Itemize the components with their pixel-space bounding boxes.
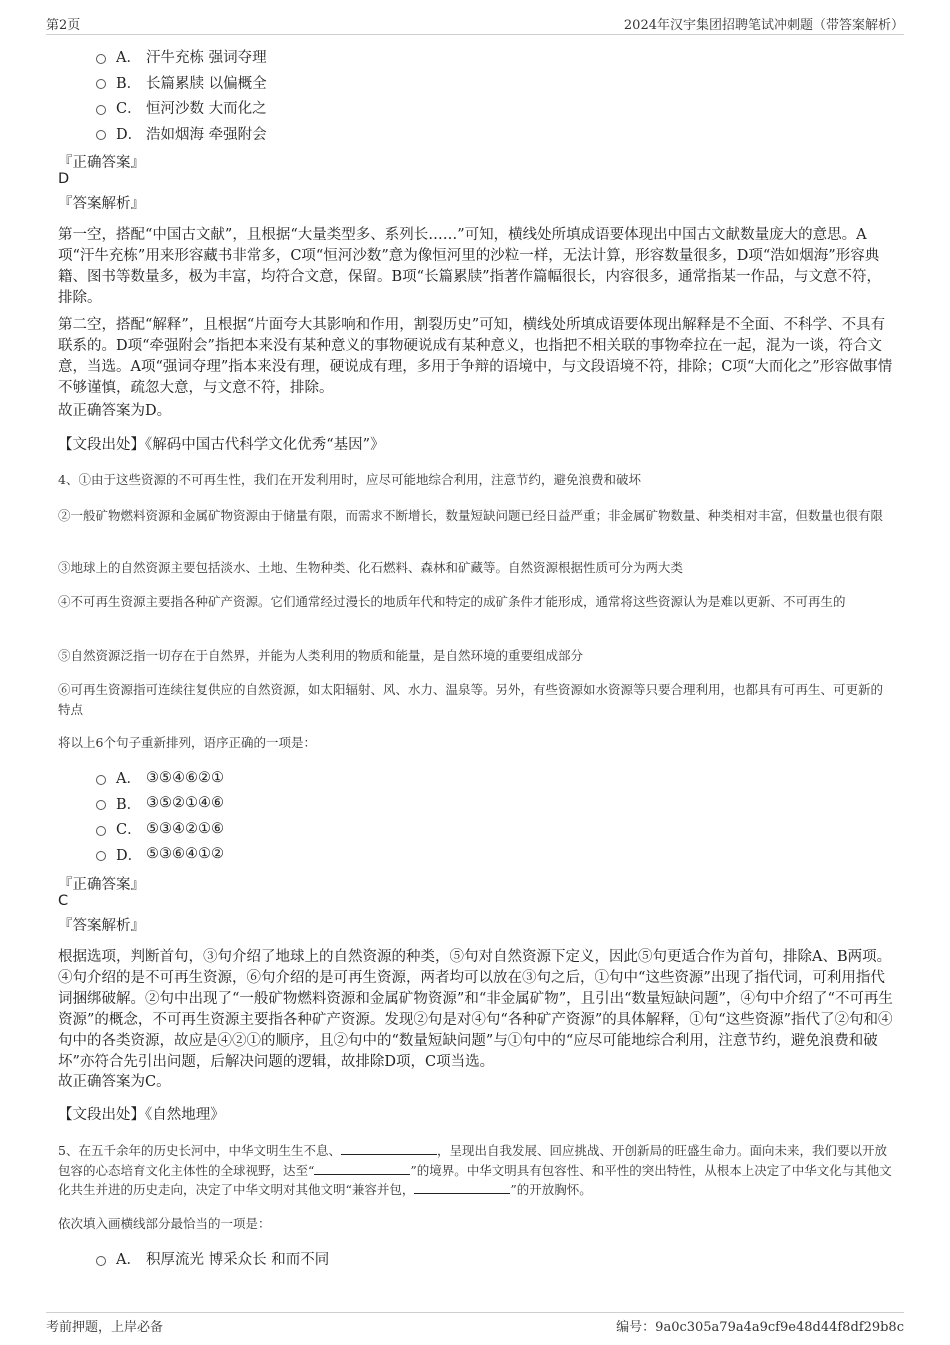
q5-stem: 5、在五千余年的历史长河中，中华文明生生不息、 ，呈现出自我发展、回应挑战、开创新局的旺盛生命力。面向未来，我们要以开放包容的心态培育文化主体性的全球视野，达至“ ”的境界。中华文明具有包容性、和平性的突出特性，从根本上决定了中华文化与其他文化共生并进的历史走向，决定了中华文明对其他文明“兼容并包， ”的开放胸怀。 (58, 1143, 892, 1197)
q4-sentence-1: 4、①由于这些资源的不可再生性，我们在开发利用时，应尽可能地综合利用，注意节约，避免浪费和破坏 (58, 472, 641, 487)
q3-analysis-label: 『答案解析』 (58, 196, 145, 212)
q3-option-a[interactable]: A． 汗牛充栋 强词夺理 (96, 44, 267, 70)
q4-option-d[interactable]: D． ⑤③⑥④①② (96, 842, 224, 868)
q5-options (96, 1246, 329, 1272)
q3-option-b[interactable]: B． 长篇累牍 以偏概全 (96, 70, 267, 96)
radio-icon[interactable] (96, 79, 106, 89)
q3-source: 【文段出处】《解码中国古代科学文化优秀“基因”》 (58, 437, 385, 453)
page-number: 第2页 (46, 18, 81, 33)
q4-options (96, 765, 224, 867)
page-header (46, 14, 904, 35)
q4-option-b[interactable]: B． ③⑤②①④⑥ (96, 791, 224, 817)
q4-sentence-4: ④不可再生资源主要指各种矿产资源。它们通常经过漫长的地质年代和特定的成矿条件才能形成，通常将这些资源认为是难以更新、不可再生的 (58, 594, 846, 609)
q4-option-a[interactable]: A． ③⑤④⑥②① (96, 765, 224, 791)
radio-icon[interactable] (96, 775, 106, 785)
footer-slogan: 考前押题，上岸必备 (46, 1320, 164, 1335)
radio-icon[interactable] (96, 1256, 106, 1266)
q4-prompt: 将以上6个句子重新排列，语序正确的一项是： (58, 735, 316, 750)
q3-option-c[interactable]: C． 恒河沙数 大而化之 (96, 95, 267, 121)
q3-analysis-p1: 第一空，搭配“中国古文献”，且根据“大量类型多、系列长……”可知，横线处所填成语要体现出中国古文献数量庞大的意思。A项“汗牛充栋”用来形容藏书非常多，C项“恒河沙数”意为像恒河里的沙粒一样，无法计算，形容数量很多，D项“浩如烟海”形容典籍、图书等数量多，极为丰富，均符合文意，保留。B项“长篇累牍”指著作篇幅很长，内容很多，通常指某一作品，与文意不符，排除。 (58, 227, 881, 306)
q4-source: 【文段出处】《自然地理》 (58, 1107, 225, 1123)
q4-analysis: 根据选项，判断首句，③句介绍了地球上的自然资源的种类，⑤句对自然资源下定义，因此⑤句更适合作为首句，排除A、B两项。④句介绍的是不可再生资源，⑥句介绍的是可再生资源，两者均可以放在③句之后，①句中“这些资源”出现了指代词，可利用指代词捆绑破解。②句中出现了“一般矿物燃料资源和金属矿物资源”和“非金属矿物”，且引出“数量短缺问题”，④句中介绍了“不可再生资源”的概念，不可再生资源主要指各种矿产资源。发现②句是对④句“各种矿产资源”的具体解释，①句“这些资源”指代了②句和④句中的各类资源，故应是④②①的顺序，且②句中的“数量短缺问题”与①句中的“应尽可能地综合利用，注意节约，避免浪费和破坏”亦符合先引出问题，后解决问题的逻辑，故排除D项，C项当选。 (58, 949, 893, 1070)
radio-icon[interactable] (96, 826, 106, 836)
blank-line (414, 1181, 510, 1194)
q3-conclusion: 故正确答案为D。 (58, 403, 172, 419)
q4-option-c[interactable]: C． ⑤③④②①⑥ (96, 816, 224, 842)
q4-analysis-label: 『答案解析』 (58, 918, 145, 934)
q3-options (96, 44, 267, 146)
q4-conclusion: 故正确答案为C。 (58, 1074, 171, 1090)
page-footer (46, 1312, 904, 1340)
blank-line (314, 1162, 410, 1175)
q3-option-d[interactable]: D． 浩如烟海 牵强附会 (96, 121, 267, 147)
q5-option-a[interactable]: A． 积厚流光 博采众长 和而不同 (96, 1246, 329, 1272)
document-id: 编号：9a0c305a79a4a9cf9e48d44f8df29b8c (616, 1320, 904, 1335)
q5-prompt: 依次填入画横线部分最恰当的一项是： (58, 1216, 271, 1231)
radio-icon[interactable] (96, 800, 106, 810)
q4-sentence-2: ②一般矿物燃料资源和金属矿物资源由于储量有限，而需求不断增长，数量短缺问题已经日益严重；非金属矿物数量、种类相对丰富，但数量也很有限 (58, 508, 884, 523)
q3-answer-label: 『正确答案』 (58, 155, 145, 171)
q4-answer: C (58, 893, 69, 909)
q3-analysis-p2: 第二空，搭配“解释”，且根据“片面夸大其影响和作用，割裂历史”可知，横线处所填成语要体现出解释是不全面、不科学、不具有联系的。D项“牵强附会”指把本来没有某种意义的事物硬说成有某种意义，也指把不相关联的事物牵拉在一起，混为一谈，符合文意，当选。A项“强词夺理”指本来没有理，硬说成有理，多用于争辩的语境中，与文段语境不符，排除；C项“大而化之”形容做事情不够谨慎，疏忽大意，与文意不符，排除。 (58, 317, 893, 396)
q4-sentence-3: ③地球上的自然资源主要包括淡水、土地、生物种类、化石燃料、森林和矿藏等。自然资源根据性质可分为两大类 (58, 560, 684, 575)
q4-sentence-5: ⑤自然资源泛指一切存在于自然界，并能为人类利用的物质和能量，是自然环境的重要组成部分 (58, 648, 584, 663)
radio-icon[interactable] (96, 851, 106, 861)
document-title: 2024年汉宇集团招聘笔试冲刺题（带答案解析） (623, 18, 904, 33)
blank-line (341, 1142, 437, 1155)
q3-answer: D (58, 171, 70, 187)
radio-icon[interactable] (96, 130, 106, 140)
q4-sentence-6: ⑥可再生资源指可连续往复供应的自然资源，如太阳辐射、风、水力、温泉等。另外，有些资源如水资源等只要合理利用，也都具有可再生、可更新的特点 (58, 682, 884, 717)
q4-answer-label: 『正确答案』 (58, 877, 145, 893)
radio-icon[interactable] (96, 54, 106, 64)
radio-icon[interactable] (96, 105, 106, 115)
